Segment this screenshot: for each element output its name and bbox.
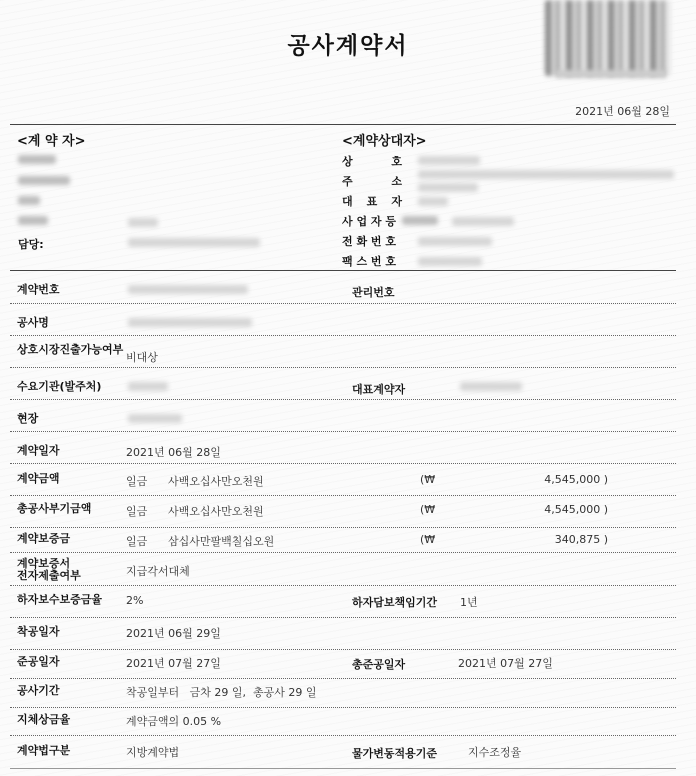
row-total-amount [10, 496, 676, 528]
amount-currency: (₩ [420, 473, 436, 486]
counterparty-value-redacted [418, 237, 492, 246]
row-label: 계약보증금 [17, 532, 71, 545]
row-label: 계약보증서 전자제출여부 [17, 557, 81, 582]
contractor-line-redacted [18, 196, 40, 205]
counterparty-value-redacted [418, 183, 478, 192]
counterparty-label-fax: 팩 스 번 호 [342, 255, 396, 268]
counterparty-value-redacted [418, 257, 482, 266]
row-value: 착공일부터 금차 29 일, 총공사 29 일 [126, 686, 317, 699]
row-label: 상호시장진출가능여부 [17, 343, 124, 356]
row-completion-date [10, 650, 676, 679]
row-value: 2% [126, 594, 144, 607]
row-period [10, 679, 676, 708]
row-value: 지급각서대체 [126, 565, 190, 578]
amount-korean: 사백오십사만오천원 [168, 505, 264, 518]
row-start-date [10, 618, 676, 650]
counterparty-label-address: 주 소 [342, 175, 402, 188]
contractor-line-redacted [18, 216, 48, 225]
row-delay-penalty [10, 708, 676, 736]
row-label: 공사기간 [17, 684, 60, 697]
row-label: 지체상금율 [17, 713, 71, 726]
row-value: 계약금액의 0.05 % [126, 715, 222, 728]
counterparty-label-bizno: 사 업 자 등 [342, 215, 396, 228]
row-label2: 물가변동적용기준 [352, 747, 438, 760]
row-value2: 2021년 07월 27일 [458, 657, 553, 670]
row-project-name [10, 304, 676, 336]
amount-kind: 일금 [126, 535, 148, 548]
counterparty-value-redacted [452, 217, 514, 226]
contractor-rep-label: 담당: [18, 238, 44, 251]
row-label: 착공일자 [17, 625, 60, 638]
row-label2: 대표계약자 [352, 383, 406, 396]
counterparty-label-phone: 전 화 번 호 [342, 235, 396, 248]
row-value: 2021년 07월 27일 [126, 657, 221, 670]
amount-korean: 사백오십사만오천원 [168, 475, 264, 488]
row-label: 계약번호 [17, 283, 60, 296]
amount-number: 4,545,000 ) [544, 503, 608, 516]
contractor-line-redacted [18, 155, 56, 164]
row-contract-amount [10, 464, 676, 496]
row-value2: 지수조정율 [468, 746, 522, 759]
row-contract-law [10, 736, 676, 769]
row-value2-redacted [460, 382, 522, 391]
counterparty-heading: <계약상대자> [342, 134, 427, 149]
row-label: 공사명 [17, 316, 49, 329]
row-value: 비대상 [126, 351, 158, 364]
row-label2: 관리번호 [352, 286, 395, 299]
amount-currency: (₩ [420, 533, 436, 546]
row-value2: 1년 [460, 596, 478, 609]
counterparty-value-redacted [418, 156, 480, 165]
row-label: 수요기관(발주처) [17, 380, 102, 393]
row-label: 준공일자 [17, 655, 60, 668]
counterparty-value-redacted [402, 216, 438, 225]
row-guarantee [10, 528, 676, 553]
amount-korean: 삼십사만팔백칠십오원 [168, 535, 275, 548]
row-client [10, 368, 676, 400]
contractor-rep-redacted [128, 238, 260, 247]
counterparty-label-name: 상 호 [342, 155, 402, 168]
row-label2: 하자담보책임기간 [352, 596, 438, 609]
row-label: 계약일자 [17, 444, 60, 457]
row-value-redacted [128, 414, 182, 423]
row-value: 지방계약법 [126, 746, 180, 759]
amount-currency: (₩ [420, 503, 436, 516]
contractor-value-redacted [128, 218, 158, 227]
row-label: 총공사부기금액 [17, 502, 92, 515]
row-defect-rate [10, 586, 676, 618]
contractor-line-redacted [18, 176, 70, 185]
counterparty-label-ceo: 대 표 자 [342, 195, 402, 208]
row-label: 현장 [17, 412, 39, 425]
qr-caption-redacted [556, 70, 666, 78]
row-label2: 총준공일자 [352, 658, 406, 671]
row-value: 2021년 06월 29일 [126, 627, 221, 640]
counterparty-value-redacted [418, 197, 448, 206]
row-label: 하자보수보증금율 [17, 593, 103, 606]
header-divider [10, 124, 676, 125]
row-value-redacted [128, 285, 248, 294]
amount-number: 340,875 ) [554, 533, 608, 546]
counterparty-value-redacted [418, 170, 674, 179]
row-label: 계약법구분 [17, 744, 71, 757]
document-title: 공사계약서 [287, 33, 409, 59]
party-divider [10, 270, 676, 271]
row-site [10, 400, 676, 432]
row-value-redacted [128, 382, 168, 391]
contractor-heading: <계 약 자> [17, 134, 86, 149]
amount-number: 4,545,000 ) [544, 473, 608, 486]
row-local-market [10, 336, 676, 368]
row-contract-no [10, 272, 676, 304]
row-contract-date [10, 432, 676, 464]
row-value: 2021년 06월 28일 [126, 446, 221, 459]
amount-kind: 일금 [126, 505, 148, 518]
document-date: 2021년 06월 28일 [575, 105, 670, 118]
row-guarantee-submit [10, 553, 676, 586]
row-label: 계약금액 [17, 472, 60, 485]
row-value-redacted [128, 318, 252, 327]
amount-kind: 일금 [126, 475, 148, 488]
